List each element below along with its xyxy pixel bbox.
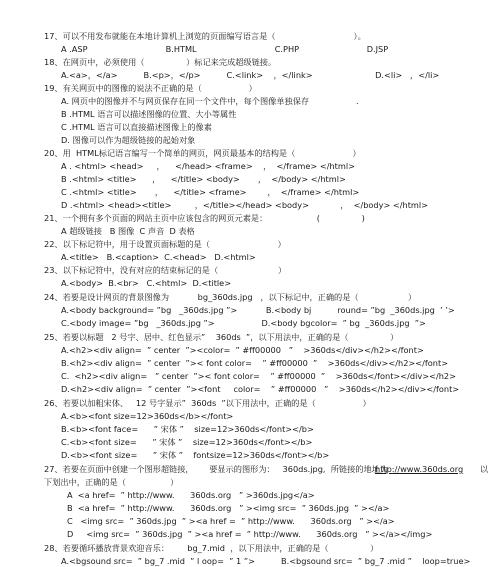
text-line: A . <html> <head> ， </head> <frame> ， </frame> </html>	[61, 161, 355, 171]
text-line: A. 网页中的图像并不与网页保存在同一个文件中，每个图像单独保存 .	[61, 96, 359, 106]
text-line: D. 图像可以作为超级链接的起始对象	[61, 135, 196, 145]
text-line: 25、若要以标题 2 号字、居中、红色显示” 360ds ”，以下用法中，正确的是（ ）	[44, 332, 399, 342]
link-suffix: 以	[480, 464, 489, 474]
text-line: 22、以下标记符中，用于设置页面标题的是（ ）	[44, 239, 286, 249]
text-line: 18、在网页中，必须使用（ ）标记来完成超级链接。	[44, 57, 277, 67]
text-line: D .<html> <head><title> ，</title></head> <body> ， </body> </html>	[61, 200, 429, 210]
text-line: D.<h2><div align= ” center ”><font color= ” #ff00000 ” >360ds</h2></div></font>	[61, 384, 460, 394]
text-line: B <a href= ” http://www. 360ds.org ” ><img src= ” 360ds.jpg ” ></a>	[67, 503, 390, 513]
text-line: A .ASP B.HTML C.PHP D.JSP	[61, 44, 389, 54]
text-line: C.<b><font size= ” 宋体 ” size=12>360ds</font></b>	[61, 437, 313, 447]
text-line: C .HTML 语言可以直接描述图像上的像素	[61, 122, 212, 132]
text-line: 20、用 HTML标记语言编写一个简单的网页，网页最基本的结构是（ ）	[44, 148, 361, 158]
text-line: D.<b><font size= ” 宋体 ” fontsize=12>360ds</font></b>	[61, 450, 330, 460]
link-url[interactable]: http://www.360ds.org	[375, 464, 464, 474]
text-line: 24、若要是设计网页的背景图像为 bg_360ds.jpg ，以下标记中，正确的是（ ）	[44, 292, 417, 302]
text-line: 27、若要在页面中创建一个图形超链接， 要显示的图形为： 360ds.jpg, 所链接的地址为	[44, 464, 389, 474]
text-line: A.<h2><div align= ” center ”><color= ” #ff00000 ” >360ds</div></h2></font>	[61, 345, 424, 355]
text-line: A.<a>，</a> B.<p>，</p> C.<link> ，</link> D.<li> ，</li>	[61, 70, 440, 80]
text-line: B .<html> <title> ， </title> <body> ， </body> </html>	[61, 174, 346, 184]
text-line: 17、可以不用发布就能在本地计算机上浏览的页面编写语言是（ ）。	[44, 31, 366, 41]
text-line: A 超级链接 B 图像 C 声音 D 表格	[61, 226, 195, 236]
text-line: 下划出中，正确的是（ ）	[44, 477, 179, 487]
text-line: A.<body> B.<br> C.<html> D.<title>	[61, 278, 232, 288]
text-line: A.<bgsound src= ” bg_7 .mid ” l oop= ” 1 ”> B.<bgsound src= ” bg_7 .mid ” loop=true>	[61, 556, 471, 566]
text-line: C. <h2><div align= ” center ”>< font color= ” #ff00000 ” >360ds</font></div></h2>	[61, 371, 456, 381]
text-line: C .<html> <title> ， </title> <frame> ， </frame> </html>	[61, 187, 360, 197]
text-line: C.<body image= ”bg _360ds.jpg ”> D.<body bgcolor= ” bg _360ds.jpg ”>	[61, 318, 426, 328]
text-line: D <img src= ” 360ds.jpg ” ><a href = ” http://www. 360ds.org ” ></a></img>	[67, 529, 433, 539]
text-line: A.<body background= ”bg _360ds.jpg ”> B.<body bj round= ”bg _360ds.jpg ’ ’>	[61, 305, 455, 315]
text-line: B .HTML 语言可以描述图像的位置、大小等属性	[61, 109, 237, 119]
text-line: 23、以下标记符中，没有对应的结束标记的是（ ）	[44, 265, 287, 275]
text-line: 21、一个拥有多个页面的网站主页中应该包含的网页元素是： ( )	[44, 213, 365, 223]
text-line: 28、若要循环播放背景欢迎音乐： bg_7.mid ，以下用法中，正确的是（ ）	[44, 543, 379, 553]
text-line: 19、有关网页中的图像的说法不正确的是（ ）	[44, 83, 257, 93]
text-line: 26、若要以加粗宋体、 12 号字显示” 360ds ”以下用法中，正确的是（ ）	[44, 398, 371, 408]
text-line: B.<b><font face= ” 宋体 ” size=12>360ds</font></b>	[61, 424, 314, 434]
text-line: A.<b><font size=12>360ds</b></font>	[61, 411, 234, 421]
text-line: A <a href= ” http://www. 360ds.org ” >360ds.jpg</a>	[67, 490, 315, 500]
text-line: B.<h2><div align= ” center ”>< font color= ” #ff00000 ” >360ds</div></h2></font>	[61, 358, 449, 368]
text-line: A.<title> B.<caption> C.<head> D.<html>	[61, 252, 256, 262]
text-line: C <img src= ” 360ds.jpg ” ><a href = ” http://www. 360ds.org ” ></a>	[67, 516, 395, 526]
